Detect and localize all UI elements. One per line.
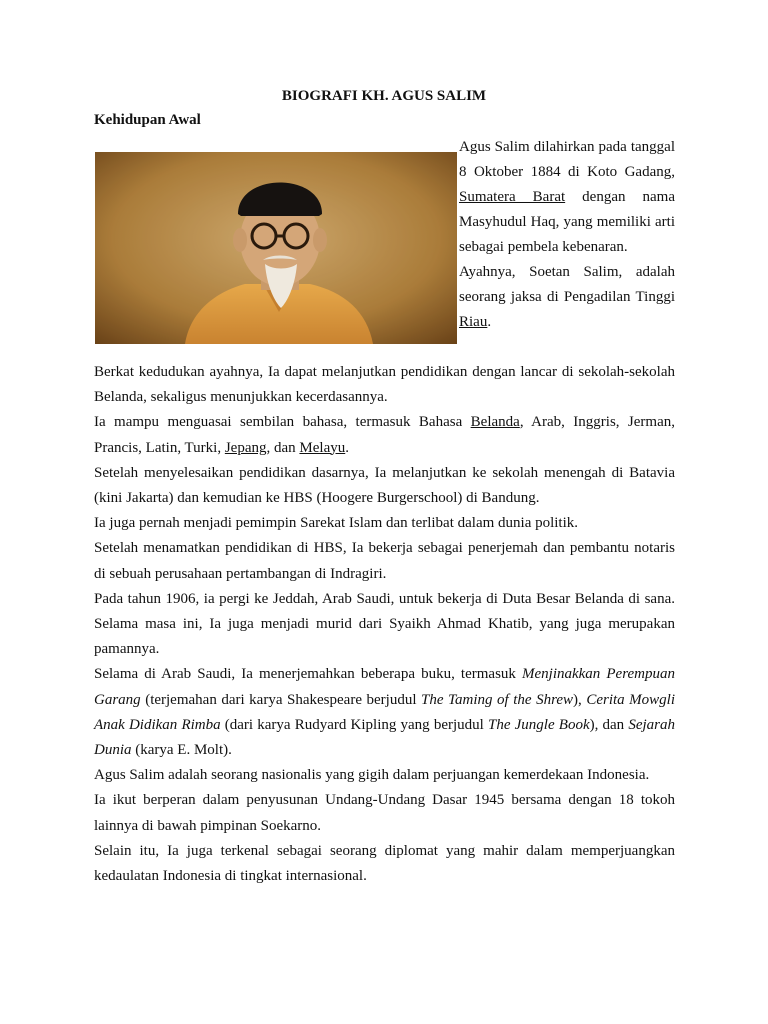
intro-paragraph-birth	[459, 135, 675, 260]
document-title: BIOGRAFI KH. AGUS SALIM	[281, 88, 487, 104]
paragraph-nationalist: Agus Salim adalah seorang nasionalis yang gigih dalam perjuangan kemerdekaan Indonesia.	[94, 767, 650, 784]
text-span: (terjemahan dari karya Shakespeare berjudul	[140, 691, 422, 708]
book-title: Cerita Mowgli Anak Didikan Rimba	[94, 691, 676, 733]
paragraph-work-indragiri: Setelah menamatkan pendidikan di HBS, Ia bekerja sebagai penerjemah dan pembantu notaris di sebuah perusahaan pertambangan di Indragiri.	[94, 540, 675, 582]
paragraph-jeddah: Pada tahun 1906, ia pergi ke Jeddah, Arab Saudi, untuk bekerja di Duta Besar Belanda di sana. Selama masa ini, Ia juga menjadi murid dari Syaikh Ahmad Khatib, yang juga merupakan pamannya.	[94, 590, 675, 658]
text-span: Ia mampu menguasai sembilan bahasa, termasuk Bahasa	[94, 414, 471, 431]
paragraph-languages	[94, 410, 675, 460]
paragraph-constitution: Ia ikut berperan dalam penyusunan Undang-Undang Dasar 1945 bersama dengan 18 tokoh lainnya di bawah pimpinan Soekarno.	[94, 792, 675, 834]
text-span: dengan nama Masyhudul Haq, yang memiliki arti sebagai pembela kebenaran.	[459, 189, 675, 255]
link-riau[interactable]: Riau	[459, 314, 488, 330]
book-title: The Taming of the Shrew	[421, 691, 574, 708]
text-span: (karya E. Molt).	[131, 742, 232, 759]
paragraph-schooling: Setelah menyelesaikan pendidikan dasarnya, Ia melanjutkan ke sekolah menengah di Batavia (kini Jakarta) dan kemudian ke HBS (Hoogere Burgerschool) di Bandung.	[94, 464, 675, 507]
text-span: .	[345, 439, 349, 456]
text-span: Selama di Arab Saudi, Ia menerjemahkan beberapa buku, termasuk	[94, 666, 522, 683]
text-span: (dari karya Rudyard Kipling yang berjudul	[220, 716, 488, 733]
text-span: ), dan	[589, 716, 629, 733]
text-span: Agus Salim dilahirkan pada tanggal 8 Oktober 1884 di Koto Gadang,	[459, 139, 675, 180]
paragraph-diplomat: Selain itu, Ia juga terkenal sebagai seorang diplomat yang mahir dalam memperjuangkan kedaulatan Indonesia di tingkat internasional.	[94, 842, 675, 885]
text-span: Ayahnya, Soetan Salim, adalah seorang jaksa di Pengadilan Tinggi	[459, 264, 675, 305]
link-belanda[interactable]: Belanda	[470, 414, 520, 431]
portrait-photo	[95, 152, 457, 344]
paragraph-translations	[94, 662, 675, 763]
body-text	[94, 360, 675, 889]
link-melayu[interactable]: Melayu	[299, 439, 346, 456]
text-span: ),	[573, 691, 587, 708]
book-title: Menjinakkan Perempuan Garang	[94, 666, 675, 708]
link-sumatera-barat[interactable]: Sumatera Barat	[459, 189, 566, 205]
link-jepang[interactable]: Jepang	[224, 439, 267, 456]
intro-paragraph-father	[459, 260, 675, 335]
portrait-illustration	[95, 152, 457, 344]
intro-column	[459, 135, 675, 335]
text-span: .	[487, 314, 492, 330]
text-span: , dan	[266, 439, 300, 456]
paragraph-education: Berkat kedudukan ayahnya, Ia dapat melanjutkan pendidikan dengan lancar di sekolah-sekolah Belanda, sekaligus menunjukkan kecerdasannya.	[94, 364, 675, 406]
section-heading: Kehidupan Awal	[94, 112, 201, 128]
text-span: , Arab, Inggris, Jerman, Prancis, Latin, Turki,	[94, 414, 675, 456]
book-title: The Jungle Book	[487, 716, 590, 733]
book-title: Sejarah Dunia	[94, 716, 675, 759]
paragraph-sarekat-islam: Ia juga pernah menjadi pemimpin Sarekat Islam dan terlibat dalam dunia politik.	[94, 515, 579, 532]
